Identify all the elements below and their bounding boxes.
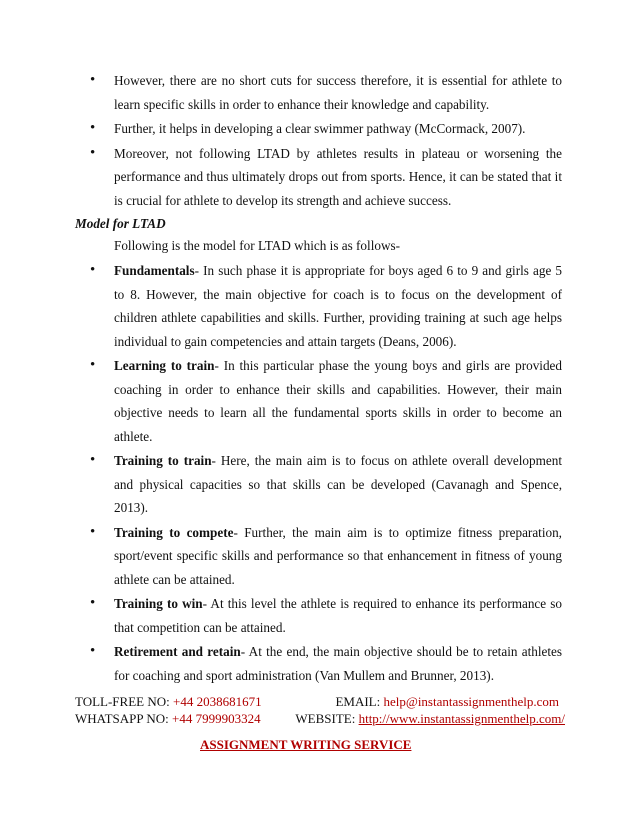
tollfree-label: TOLL-FREE NO: [75,694,173,709]
stage-title: Retirement and retain [114,644,241,659]
stage-text: - At the end, the main objective should be to retain athletes for coaching and sport administration (Van Mullem and Brunner, 2013). [114,644,562,683]
stage-text: - Here, the main aim is to focus on athlete overall development and physical capacities so that skills can be developed (Cavanagh and Spence, 2013). [114,453,562,515]
tollfree-info [75,693,262,710]
stage-title: Training to train [114,453,212,468]
footer-row-1 [75,693,565,710]
email-label: EMAIL: [335,694,384,709]
email-address[interactable]: help@instantassignmenthelp.com [383,694,559,709]
whatsapp-label: WHATSAPP NO: [75,711,173,726]
whatsapp-number: +44 7999903324 [172,711,261,726]
section-heading: Model for LTAD [75,216,166,231]
list-item [114,521,562,592]
bullet-text: Further, it helps in developing a clear swimmer pathway (McCormack, 2007). [114,121,526,136]
stage-title: Training to win [114,596,203,611]
whatsapp-info [75,710,261,727]
list-item [114,117,562,141]
section-intro: Following is the model for LTAD which is as follows- [114,238,400,253]
bullet-text: However, there are no short cuts for success therefore, it is essential for athlete to learn specific skills in order to enhance their knowledge and capability. [114,73,562,112]
stage-title: Fundamentals [114,263,195,278]
intro-bullet-list [0,69,638,212]
stage-title: Learning to train [114,358,215,373]
list-item [114,142,562,213]
list-item [114,259,562,353]
footer-row-2 [75,710,565,727]
list-item [114,449,562,520]
stages-list [0,259,638,687]
website-label: WEBSITE: [295,711,359,726]
list-item [114,592,562,639]
website-info [295,710,565,727]
document-body [0,69,638,688]
list-item [114,69,562,116]
page-footer [75,693,565,727]
stage-text: - At this level the athlete is required to enhance its performance so that competition can be attained. [114,596,562,635]
tollfree-number: +44 2038681671 [172,694,262,709]
website-link[interactable]: http://www.instantassignmenthelp.com/ [358,711,565,726]
bullet-text: Moreover, not following LTAD by athletes results in plateau or worsening the performance and thus ultimately drops out from sports. Hence, it can be stated that it is crucial for athlete to develop its strength and achieve success. [114,145,562,208]
list-item [114,640,562,687]
service-link[interactable]: ASSIGNMENT WRITING SERVICE [200,737,412,752]
stage-title: Training to compete [114,524,234,540]
stage-text: - Further, the main aim is to optimize fitness preparation, sport/event specific skills and performance so that enhancement in fitness of young athlete can be attained. [114,524,562,587]
list-item [114,354,562,448]
stage-text: - In such phase it is appropriate for boys aged 6 to 9 and girls age 5 to 8. However, the main objective for coach is to focus on the development of children athlete capabilities and skills. Further, providing training at such age helps individual to gain competencies and attain targets (Deans, 2006). [114,263,562,349]
stage-text: - In this particular phase the young boys and girls are provided coaching in order to enhance their skills and capabilities. However, their main objective needs to learn all the fundamental sports skills in order to become an athlete. [114,358,562,444]
email-info [335,693,565,710]
